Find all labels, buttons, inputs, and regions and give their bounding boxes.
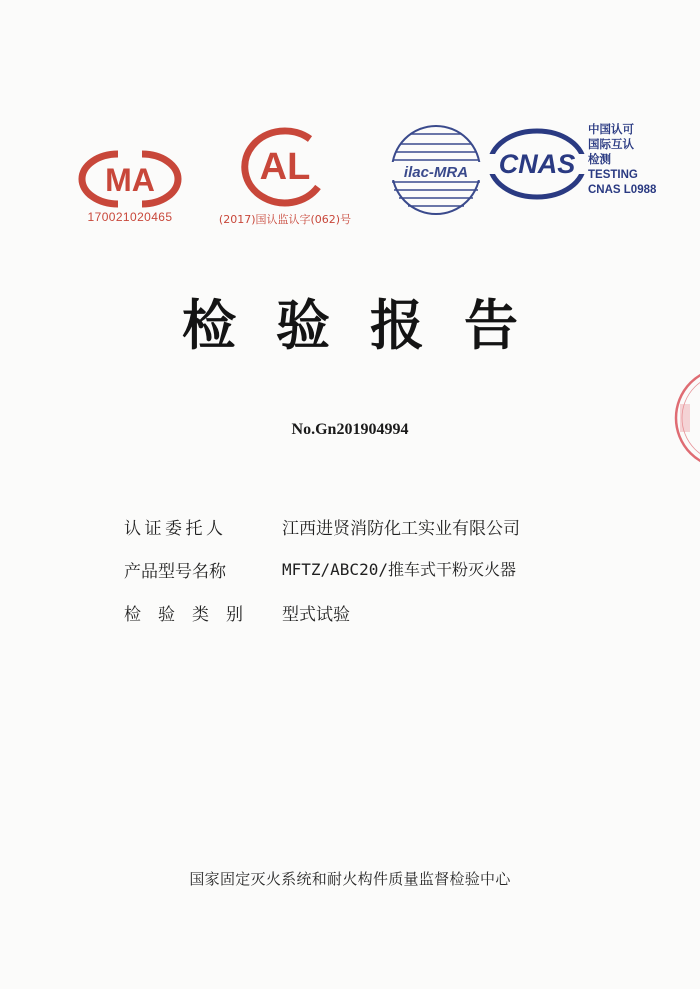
field-label: 认证委托人 bbox=[124, 519, 227, 539]
cma-code: 170021020465 bbox=[87, 210, 173, 224]
cal-code: (2017)国认监认字(062)号 bbox=[218, 213, 352, 226]
ilac-mark-text: ilac-MRA bbox=[403, 164, 469, 181]
cnas-caption-line: TESTING bbox=[588, 169, 638, 181]
cnas-caption-line: CNAS L0988 bbox=[588, 184, 657, 196]
cal-mark-icon bbox=[238, 125, 332, 207]
seal-stamp-icon bbox=[668, 368, 700, 468]
field-value: 江西进贤消防化工实业有限公司 bbox=[282, 519, 520, 539]
cnas-caption-line: 中国认可 bbox=[588, 124, 634, 136]
cnas-logo bbox=[487, 128, 587, 200]
field-label: 检验类别 bbox=[124, 605, 260, 625]
cnas-mark-text: CNAS bbox=[498, 149, 576, 179]
cnas-caption bbox=[588, 123, 688, 198]
ilac-mra-logo bbox=[386, 120, 486, 220]
cma-logo bbox=[74, 150, 186, 228]
field-value: MFTZ/ABC20/推车式干粉灭火器 bbox=[282, 560, 516, 579]
cnas-caption-line: 国际互认 bbox=[588, 139, 634, 151]
cma-mark-icon bbox=[78, 150, 182, 208]
cnas-caption-line: 检测 bbox=[588, 154, 611, 166]
ilac-globe-icon bbox=[386, 120, 486, 220]
report-number: No.Gn201904994 bbox=[291, 421, 409, 438]
cal-logo bbox=[210, 125, 360, 230]
cal-mark-text: AL bbox=[259, 146, 311, 188]
field-value: 型式试验 bbox=[282, 605, 350, 625]
cnas-mark-icon bbox=[487, 128, 587, 200]
issuing-organization: 国家固定灭火系统和耐火构件质量监督检验中心 bbox=[189, 870, 511, 888]
field-label: 产品型号名称 bbox=[124, 562, 226, 582]
report-title: 检验报告 bbox=[182, 294, 558, 357]
cma-mark-text: MA bbox=[105, 162, 155, 198]
